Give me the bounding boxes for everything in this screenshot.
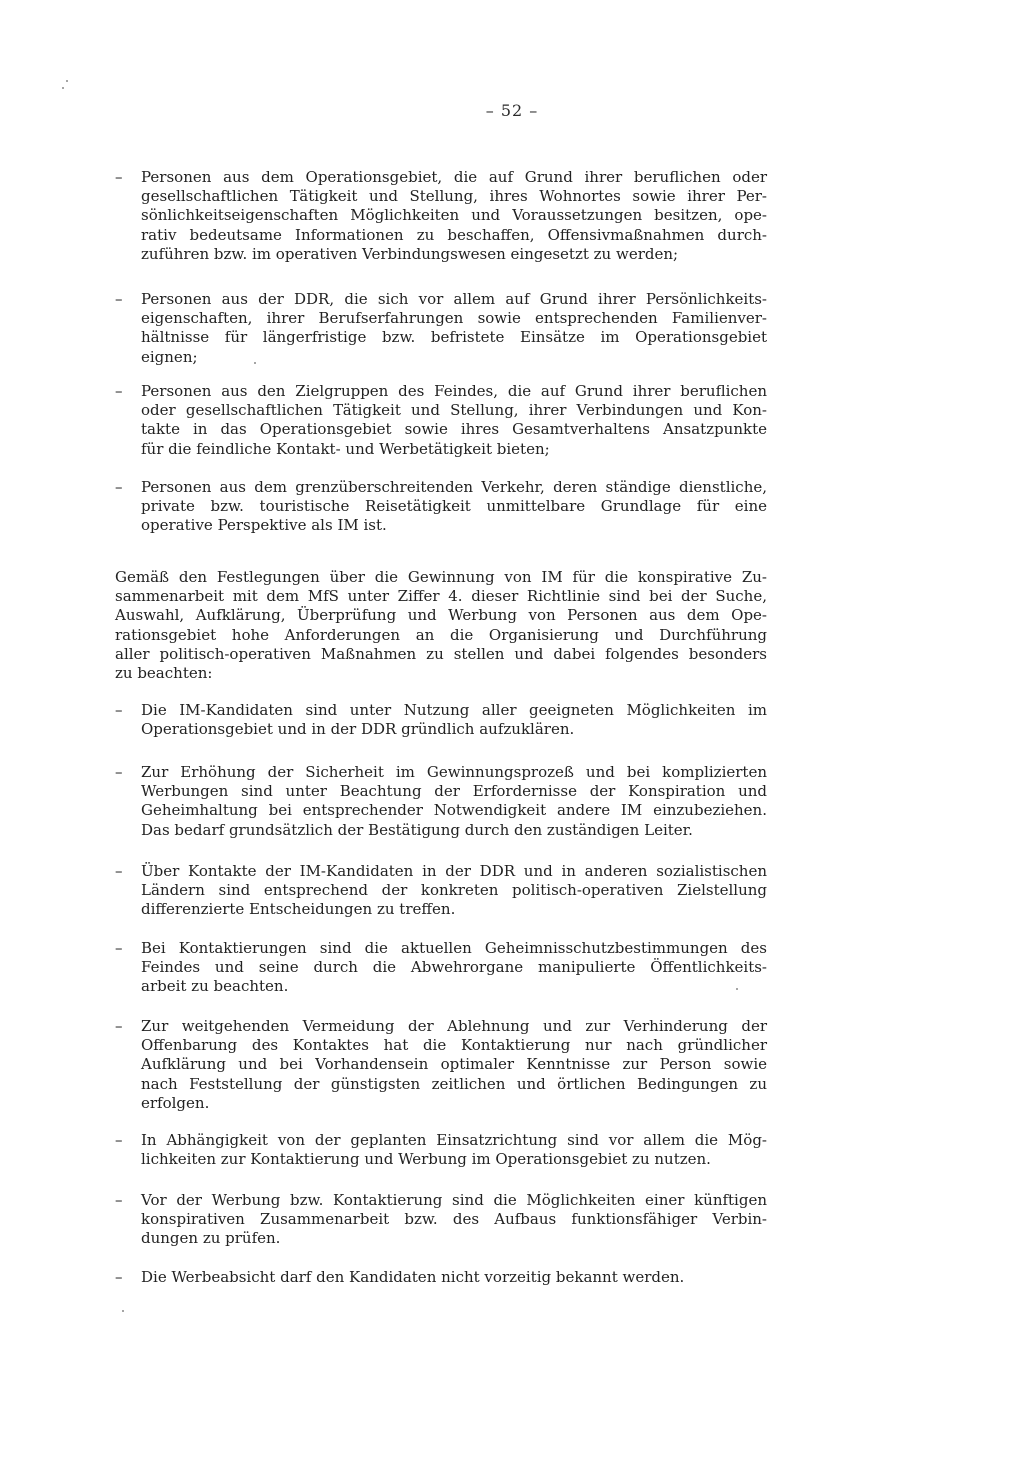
page-number: – 52 – [485,101,539,120]
text-line: oder gesellschaftlichen Tätigkeit und Stellung, ihrer Verbindungen und Kon- [141,401,767,420]
scan-speck [62,87,64,89]
text-line: aller politisch-operativen Maßnahmen zu stellen und dabei folgendes besonders [115,644,767,663]
text-line: Die Werbeabsicht darf den Kandidaten nicht vorzeitig bekannt werden. [141,1268,685,1286]
list-item-text [141,168,767,264]
text-line: takte in das Operationsgebiet sowie ihres Gesamtverhaltens Ansatzpunkte [141,420,767,439]
list-item-text [141,1131,767,1169]
list-item-text [141,939,767,997]
bullet-dash: – [115,862,123,880]
text-line: Ländern sind entsprechend der konkreten politisch-operativen Zielstellung [141,881,767,900]
text-line: operative Perspektive als IM ist. [141,516,387,535]
text-line: eigenschaften, ihrer Berufserfahrungen sowie entsprechenden Familienver- [141,309,767,328]
text-line: Bei Kontaktierungen sind die aktuellen Geheimnisschutzbestimmungen des [141,939,767,957]
text-line: Werbungen sind unter Beachtung der Erfordernisse der Konspiration und [141,782,767,801]
text-line: arbeit zu beachten. [141,977,289,996]
text-line: rativ bedeutsame Informationen zu beschaffen, Offensivmaßnahmen durch- [141,225,767,244]
text-line: rationsgebiet hohe Anforderungen an die Organisierung und Durchführung [115,625,767,644]
scan-speck [254,362,256,364]
text-line: differenzierte Entscheidungen zu treffen. [141,900,456,919]
list-item-text [141,1017,767,1113]
bullet-dash: – [115,1131,123,1149]
list-item-text [141,701,767,739]
list-item-text [141,862,767,920]
text-line: Aufklärung und bei Vorhandensein optimaler Kenntnisse zur Person sowie [141,1055,767,1074]
list-item-text [141,290,767,367]
text-line: In Abhängigkeit von der geplanten Einsatzrichtung sind vor allem die Mög- [141,1131,767,1149]
bullet-dash: – [115,290,123,308]
bullet-dash: – [115,478,123,496]
bullet-dash: – [115,939,123,957]
text-line: Feindes und seine durch die Abwehrorgane manipulierte Öffentlichkeits- [141,958,767,977]
bullet-dash: – [115,1191,123,1209]
bullet-dash: – [115,1268,123,1286]
text-line: Geheimhaltung bei entsprechender Notwendigkeit andere IM einzubeziehen. [141,801,767,820]
text-line: Über Kontakte der IM-Kandidaten in der DDR und in anderen sozialistischen [141,862,767,880]
text-line: Auswahl, Aufklärung, Überprüfung und Werbung von Personen aus dem Ope- [115,606,767,625]
text-line: zu beachten: [115,664,213,683]
scan-speck [122,1310,124,1312]
text-line: Personen aus dem Operationsgebiet, die auf Grund ihrer beruflichen oder [141,168,767,186]
bullet-dash: – [115,382,123,400]
text-line: zuführen bzw. im operativen Verbindungswesen eingesetzt zu werden; [141,244,679,263]
bullet-dash: – [115,1017,123,1035]
text-line: sönlichkeitseigenschaften Möglichkeiten und Voraussetzungen besitzen, ope- [141,206,767,225]
text-line: sammenarbeit mit dem MfS unter Ziffer 4. dieser Richtlinie sind bei der Suche, [115,587,767,606]
text-line: Die IM-Kandidaten sind unter Nutzung aller geeigneten Möglichkeiten im [141,701,767,719]
text-line: Zur weitgehenden Vermeidung der Ablehnung und zur Verhinderung der [141,1017,767,1035]
body-paragraph [115,568,767,683]
list-item-text [141,1268,767,1287]
text-line: Offenbarung des Kontaktes hat die Kontaktierung nur nach gründlicher [141,1036,767,1055]
text-line: konspirativen Zusammenarbeit bzw. des Aufbaus funktionsfähiger Verbin- [141,1210,767,1229]
text-line: Vor der Werbung bzw. Kontaktierung sind die Möglichkeiten einer künftigen [141,1191,767,1209]
text-line: Personen aus den Zielgruppen des Feindes, die auf Grund ihrer beruflichen [141,382,767,400]
text-line: lichkeiten zur Kontaktierung und Werbung im Operationsgebiet zu nutzen. [141,1150,711,1169]
text-line: Gemäß den Festlegungen über die Gewinnung von IM für die konspirative Zu- [115,568,767,586]
text-line: Operationsgebiet und in der DDR gründlich aufzuklären. [141,720,575,739]
bullet-dash: – [115,168,123,186]
text-line: gesellschaftlichen Tätigkeit und Stellung, ihres Wohnortes sowie ihrer Per- [141,187,767,206]
text-line: Das bedarf grundsätzlich der Bestätigung durch den zuständigen Leiter. [141,820,693,839]
text-line: nach Feststellung der günstigsten zeitlichen und örtlichen Bedingungen zu [141,1074,767,1093]
text-line: Personen aus dem grenzüberschreitenden Verkehr, deren ständige dienstliche, [141,478,767,496]
scan-speck [736,988,738,990]
bullet-dash: – [115,763,123,781]
text-line: erfolgen. [141,1093,210,1112]
list-item-text [141,1191,767,1249]
text-line: dungen zu prüfen. [141,1229,281,1248]
text-line: hältnisse für längerfristige bzw. befristete Einsätze im Operationsgebiet [141,328,767,347]
scan-speck [66,80,68,82]
list-item-text [141,763,767,840]
text-line: private bzw. touristische Reisetätigkeit unmittelbare Grundlage für eine [141,497,767,516]
bullet-dash: – [115,701,123,719]
list-item-text [141,478,767,536]
text-line: eignen; [141,347,198,366]
text-line: für die feindliche Kontakt- und Werbetätigkeit bieten; [141,439,550,458]
text-line: Zur Erhöhung der Sicherheit im Gewinnungsprozeß und bei komplizierten [141,763,767,781]
list-item-text [141,382,767,459]
text-line: Personen aus der DDR, die sich vor allem auf Grund ihrer Persönlichkeits- [141,290,767,308]
